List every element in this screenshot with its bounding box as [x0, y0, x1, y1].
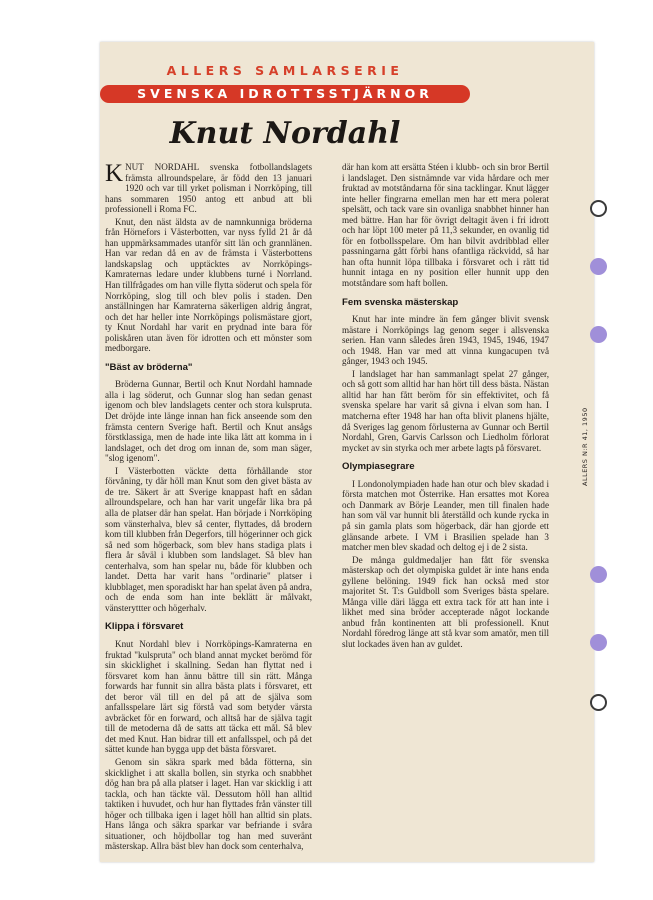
binder-hole-filled [590, 634, 607, 651]
section-heading: "Bäst av bröderna" [105, 361, 193, 373]
series-banner: SVENSKA IDROTTSSTJÄRNOR [100, 85, 470, 103]
binder-hole [590, 200, 607, 217]
body-paragraph: Bröderna Gunnar, Bertil och Knut Nordahl hamnade alla i lag söderut, och Gunnar slog han sedan genast igenom och blev landslagets center och stora kulspruta. Det dröjde inte länge innan han fick anseende som den främsta centern Sverige haft. Bertil och Knut ansågs förstklassiga, men de hade inte lika lätt att komma in i landslaget, och det drog om innan de, som man säger, "slog igenom". [105, 379, 312, 464]
body-paragraph: Knut Nordahl blev i Norrköpings-Kamraterna en fruktad "kulspruta" och bland annat mycket berömd för sin skicklighet i skallning. Sedan han flyttat ned i försvaret kom han ännu bättre till sin rätt. Många forwards har funnit sin allra bästa plats i försvaret, ett det beror väl till en del på att de själva som anfallsspelare lärt sig förstå vad som betyder värsta avbräcket för en forward, och alltså har de själva tagit till de metoderna då de satts att täcka ett mål. Så blev det med Knut. Han bidrar till ett anfallsspel, och på det sättet kunde han bygga upp det bästa försvaret. [105, 638, 312, 755]
section-heading: Klippa i försvaret [105, 621, 184, 633]
body-paragraph: Knut har inte mindre än fem gånger blivit svensk mästare i Norrköpings lag genom seger i allsvenska serien. Han vann således åren 1943, 1945, 1946, 1947 och 1948. Han var med att vinna kungacupen två gånger, 1943 och 1945. [342, 314, 549, 367]
article-title: Knut Nordahl [169, 116, 401, 151]
body-paragraph: I Västerbotten väckte detta förhållande stor förvåning, ty där höll man Knut som den givet bästa av de tre. Säkert är att Sverige knappast haft en sådan allroundspelare, och han har varit ungefär lika bra på alla de platser där han spelat. Han började i Norrköping som vänsterhalva, blev så center, flyttades, då brodern kom till klubben från Degerfors, till högerinner och gick så ned som högerback, som blev hans stadiga plats i flera år såväl i klubben som landslaget. Så blev han centerhalva, som han spelar nu, både för klubben och landet. Detta har varit hans "ordinarie" platser i klubblaget, men sporadiskt har han spelat även på andra, och de enda som han inte beklätt är målvakt, vänsteryttter och högerhalv. [105, 465, 312, 613]
section-heading: Olympiasegrare [342, 461, 415, 473]
series-title: ALLERS SAMLARSERIE [166, 63, 404, 78]
body-paragraph: I landslaget har han sammanlagt spelat 27 gånger, och så gott som alltid har han hört till dess bästa. Nästan alltid har han fått beröm för sin effektivitet, och få svenska spelare har varit så givna i elvan som han. I matcherna efter 1948 har han ofta blivit planens hjälte, då Sveriges lag genom förlusterna av Gunnar och Bertil Nordahl, Gren, Garvis Carlsson och Liedholm förlorat mycket av sin styrka och mer arbete lagts på försvaret. [342, 368, 549, 453]
body-paragraph: I Londonolympiaden hade han otur och blev skadad i första matchen mot Österrike. Han ersattes mot Korea och Danmark av Börje Leander, men till finalen hade han som väl var hunnit bli återställd och kunde rycka in på sin gamla plats som högerback, där han gjorde ett glänsande arbete. I VM i Brasilien spelade han 3 matcher men blev skadad och deltog ej i de 2 sista. [342, 478, 549, 553]
binder-hole-filled [590, 566, 607, 583]
intro-text: NUT NORDAHL svenska fotbollandslagets främsta allroundspelare, är född den 13 januari 1920 och var till yrket polisman i Norrköping, till hans sommaren 1950 antog ett anbud att bli professionell i Roma FC. [105, 162, 312, 215]
body-paragraph-continued: där han kom att ersätta Stéen i klubb- och sin bror Bertil i landslaget. Den sistnämnde var vida hårdare och mer fruktad av motståndarna för sina tacklingar. Knut lägger inte heller fingrarna emellan men har ett mera polerat spelsätt, och tack vare sin ovanliga snabbhet hinner han med bättre. Han har för övrigt deltagit även i fri idrott och har löpt 100 meter på 11,3 sekunder, en ovanlig tid för en fotbollsspelare. Om han bilvit avdribblad eller passningarna gått förbi hans ofantliga räckvidd, så har han ofta hunnit löpa tillbaka i försvaret och i rätt tid hunnit intaga en ny position eller hunnit upp den motståndare som haft bollen. [342, 162, 549, 289]
issue-number: ALLERS N:R 41, 1950 [581, 407, 589, 486]
binder-hole-filled [590, 326, 607, 343]
binder-hole-filled [590, 258, 607, 275]
article-column-right [342, 162, 549, 852]
article-column-left [105, 162, 312, 852]
intro-paragraph [105, 162, 312, 215]
body-paragraph: Knut, den näst äldsta av de namnkunniga bröderna från Hörnefors i Västerbotten, var nyss fylld 21 år då han uppmärksammades utanför sitt län och grannlänen. Han var redan då en av de främsta i Västerbottens landskapslag och upptäcktes av Norrköpings-Kamraternas ledare under klubbens turné i Norrland. Han tillfrågades om han ville flytta söderut och spela för Norrköping, slog till och blev polis i staden. Den anställningen har Kamraterna säkerligen aldrig ångrat, och det har heller inte Norrköpings polismästare gjort, ty Knut Nordahl har varit en prydnad inte bara för poliskåren utan även för idrotten och ett mönster som medborgare. [105, 216, 312, 354]
binder-hole [590, 694, 607, 711]
section-heading: Fem svenska mästerskap [342, 296, 459, 308]
body-paragraph: Genom sin säkra spark med båda fötterna, sin skicklighet i att skalla bollen, sin styrka och snabbhet dög han bra på alla platser i laget. Han var skicklig i att tackla, och han täckte väl. Dessutom höll han alltid taktiken i huvudet, och hur han flyttades från vänster till höger och tillbaka igen i laget höll han alltid sin plats. Hans långa och säkra sparkar var befriande i svåra situationer, och höjdbollar tog han med suveränt mästerskap. Allra bäst blev han dock som centerhalva, [105, 756, 312, 852]
drop-cap: K [105, 162, 124, 187]
body-paragraph: De många guldmedaljer han fått för svenska mästerskap och det olympiska guldet är inte hans enda gyllene belöning. 1949 fick han också med stor majoritet St. T:s Guldboll som Sveriges bästa spelare. Många ville däri lägga ett extra tack för att han inte i likhet med sina bröder accepterade något lockande anbud från kontinenten att bli professionell. Knut Nordahl föredrog länge att stå kvar som amatör, men till slut lockades även han av guldet. [342, 554, 549, 649]
